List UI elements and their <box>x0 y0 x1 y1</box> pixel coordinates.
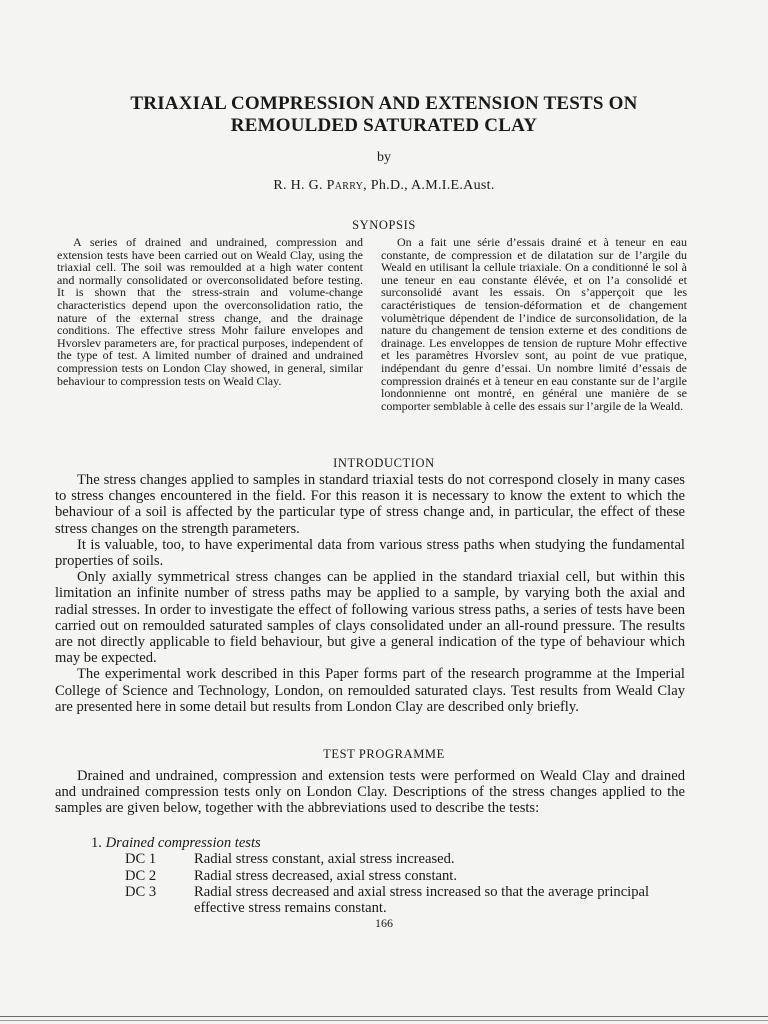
test-description: Radial stress constant, axial stress increased. <box>194 851 455 867</box>
test-description: Radial stress decreased, axial stress constant. <box>194 868 458 884</box>
paper-title <box>0 93 768 137</box>
introduction-body <box>55 472 685 715</box>
synopsis-heading: SYNOPSIS <box>352 218 416 232</box>
intro-paragraph: The stress changes applied to samples in standard triaxial tests do not correspond closely in many cases to stress changes encountered in the field. For this reason it is necessary to know the extent to which the behaviour of a soil is affected by the particular type of stress change and, in particular, the effect of these stress changes on the strength parameters. <box>55 472 685 537</box>
by-line: by <box>377 150 391 165</box>
test-description <box>194 884 684 916</box>
intro-paragraph: It is valuable, too, to have experimental data from various stress paths when studying the fundamental properties of soils. <box>55 536 685 570</box>
bottom-rule <box>0 1020 768 1021</box>
author-line <box>0 178 768 194</box>
list-title: Drained compression tests <box>105 835 261 851</box>
page-number: 166 <box>375 916 393 930</box>
synopsis-french-text: On a fait une série d’essais drainé et à teneur en eau constante, de compression et de dilatation sur de l’argile du Weald en utilisant la cellule triaxiale. On a conditionné le sol à une teneur en eau constante élévée, et on l’a consolidé et surconsolidé avant les essais. On s’apperçoit que les caractéristiques de tension-déformation et de changement volumètrique dépendent de l’indice de surconsolidation, de la nature du changement de tension externe et des conditions de drainage. Les enveloppes de tension de rupture Mohr effective et les paramètres Hvorslev sont, au point de vue pratique, indépendant du genre d’essai. Un nombre limité d’essais de compression drainés et à teneur en eau constante sur de l’argile londonnienne ont montré, en général une manière de se comporter semblable à celle des essais sur l’argile de la Weald. <box>381 235 687 413</box>
test-description-text: Radial stress decreased and axial stress increased so that the average principal effective stress remains constant. <box>194 884 650 917</box>
intro-paragraph: The experimental work described in this Paper forms part of the research programme at the Imperial College of Science and Technology, London, on remoulded saturated clays. Test results from Weald Clay are presented here in some detail but results from London Clay are described only briefly. <box>55 666 685 715</box>
bottom-rule <box>0 1016 768 1017</box>
test-programme-heading: TEST PROGRAMME <box>323 747 445 761</box>
test-code: DC 2 <box>125 868 157 884</box>
list-heading <box>91 835 261 852</box>
synopsis-english-text: A series of drained and undrained, compression and extension tests have been carried out on Weald Clay, using the triaxial cell. The soil was remoulded at a high water content and normally consolidated or overconsolidated before testing. It is shown that the stress-strain and volume-change characteristics depend upon the overconsolidation ratio, the nature of the external stress change, and the drainage conditions. The effective stress Mohr failure envelopes and Hvorslev parameters are, for practical purposes, independent of the type of test. A limited number of drained and undrained compression tests on London Clay showed, in general, similar behaviour to compression tests on Weald Clay. <box>57 235 363 388</box>
list-number: 1. <box>91 835 102 851</box>
test-code: DC 1 <box>125 851 157 867</box>
title-line-1: TRIAXIAL COMPRESSION AND EXTENSION TESTS ON <box>130 93 638 114</box>
author-degrees: , Ph.D., A.M.I.E.Aust. <box>363 178 495 193</box>
introduction-heading: INTRODUCTION <box>333 456 435 470</box>
author-initials: R. H. G. <box>273 178 327 193</box>
synopsis-french <box>381 236 687 412</box>
title-line-2: REMOULDED SATURATED CLAY <box>230 115 538 136</box>
test-programme-body <box>55 768 685 817</box>
author-name: Parry <box>326 178 364 193</box>
intro-paragraph: Only axially symmetrical stress changes can be applied in the standard triaxial cell, but within this limitation an infinite number of stress paths may be applied to a sample, by varying both the axial and radial stresses. In order to investigate the effect of following various stress paths, a series of tests have been carried out on remoulded saturated samples of clays consolidated under an all-round pressure. The results are not directly applicable to field behaviour, but give a general indication of the type of behaviour which may be expected. <box>55 569 685 667</box>
synopsis-english <box>57 236 363 387</box>
test-code: DC 3 <box>125 884 157 900</box>
test-programme-paragraph: Drained and undrained, compression and extension tests were performed on Weald Clay and drained and undrained compression tests only on London Clay. Descriptions of the stress changes applied to the samples are given below, together with the abbreviations used to describe the tests: <box>55 768 685 817</box>
